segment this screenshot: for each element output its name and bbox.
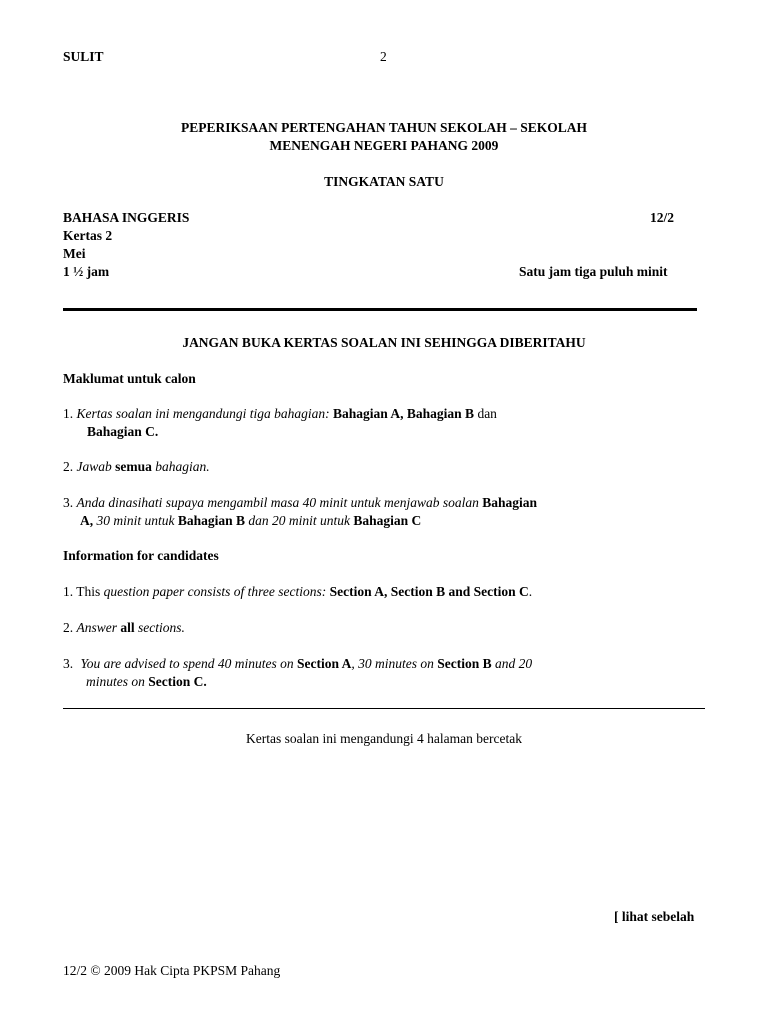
malay-item-1 — [63, 405, 497, 423]
copyright: 12/2 © 2009 Hak Cipta PKPSM Pahang — [63, 963, 281, 978]
item-number: 2. — [63, 620, 74, 635]
item-text: This — [76, 584, 101, 599]
malay-heading: Maklumat untuk calon — [63, 371, 196, 386]
english-heading: Information for candidates — [63, 548, 219, 563]
item-text: Jawab — [76, 459, 112, 474]
english-item-2 — [63, 619, 185, 637]
item-text-bold: Section A — [297, 656, 352, 671]
item-text-bold: Section A, Section B and Section C — [329, 584, 529, 599]
item-text-bold: A, — [80, 513, 94, 528]
item-number: 3. — [63, 656, 74, 671]
malay-item-3 — [63, 494, 537, 512]
exam-title-line1: PEPERIKSAAN PERTENGAHAN TAHUN SEKOLAH – SEKOLAH — [181, 120, 587, 135]
item-text: 30 minit untuk — [96, 513, 175, 528]
item-text: Answer — [76, 620, 117, 635]
item-text: and 20 — [495, 656, 533, 671]
item-text: minutes on — [86, 674, 145, 689]
duration-short: 1 ½ jam — [63, 264, 110, 279]
item-text-bold: Bahagian A, Bahagian B — [333, 406, 475, 421]
item-text: dan — [477, 406, 497, 421]
item-text-bold: Bahagian — [482, 495, 538, 510]
subject: BAHASA INGGERIS — [63, 210, 190, 225]
paper-number: Kertas 2 — [63, 228, 113, 243]
exam-title-line2: MENENGAH NEGERI PAHANG 2009 — [269, 138, 499, 153]
warning-text: JANGAN BUKA KERTAS SOALAN INI SEHINGGA DIBERITAHU — [182, 335, 586, 350]
item-text: Anda dinasihati supaya mengambil masa 40 minit untuk menjawab soalan — [76, 495, 479, 510]
item-text: question paper consists of three sections: — [103, 584, 327, 599]
item-text: You are advised to spend 40 minutes on — [80, 656, 294, 671]
item-text-bold: semua — [115, 459, 152, 474]
form-level: TINGKATAN SATU — [324, 174, 444, 189]
item-text-bold: Section C. — [148, 674, 207, 689]
divider-thin — [63, 708, 705, 709]
item-text: , 30 minutes on — [351, 656, 434, 671]
item-text: sections. — [138, 620, 185, 635]
next-page-note: [ lihat sebelah — [614, 909, 695, 924]
item-number: 3. — [63, 495, 74, 510]
item-text-bold: Bahagian C — [353, 513, 422, 528]
divider-thick — [63, 308, 697, 311]
item-number: 1. — [63, 406, 74, 421]
item-text: bahagian. — [155, 459, 210, 474]
malay-item-1-cont: Bahagian C. — [87, 424, 159, 439]
item-text: . — [528, 584, 533, 599]
item-number: 1. — [63, 584, 74, 599]
page-number: 2 — [380, 49, 387, 64]
english-item-1 — [63, 583, 532, 601]
item-text: dan 20 minit untuk — [248, 513, 351, 528]
sulit-label: SULIT — [63, 49, 104, 64]
pages-note: Kertas soalan ini mengandungi 4 halaman bercetak — [246, 731, 522, 746]
english-item-3-cont — [86, 673, 207, 691]
exam-month: Mei — [63, 246, 86, 261]
duration-words: Satu jam tiga puluh minit — [519, 264, 668, 279]
malay-item-3-cont — [80, 512, 421, 530]
item-text-bold: Bahagian B — [177, 513, 246, 528]
item-number: 2. — [63, 459, 74, 474]
malay-item-2 — [63, 458, 210, 476]
item-text-bold: Section B — [437, 656, 492, 671]
item-text-bold: all — [120, 620, 135, 635]
item-text: Kertas soalan ini mengandungi tiga bahagian: — [76, 406, 330, 421]
paper-code: 12/2 — [650, 210, 675, 225]
english-item-3 — [63, 655, 532, 673]
